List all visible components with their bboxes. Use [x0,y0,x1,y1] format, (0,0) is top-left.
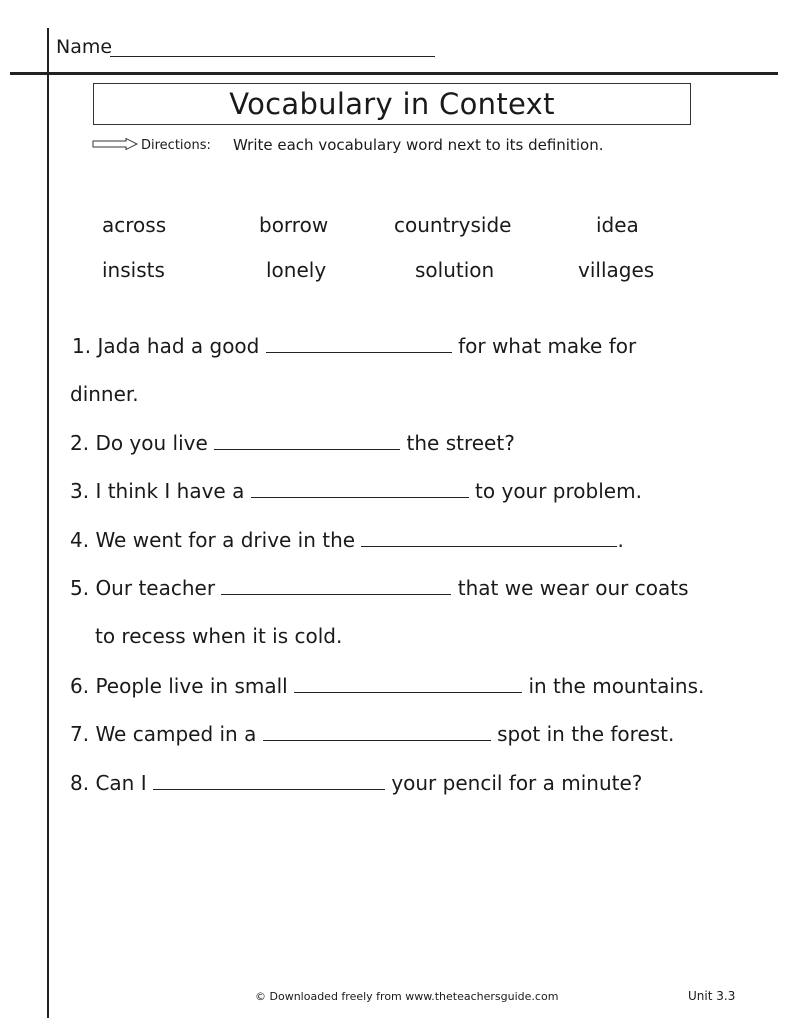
arrow-right-icon [92,138,138,150]
answer-blank[interactable] [361,528,617,547]
question-text: 3. I think I have a [70,479,245,503]
question-5 [70,576,689,600]
question-1 [72,334,636,358]
question-text: . [617,528,624,552]
footer-unit: Unit 3.3 [688,989,736,1003]
directions-label: Directions: [141,138,211,153]
question-text: 7. We camped in a [70,722,257,746]
question-7 [70,722,674,746]
answer-blank[interactable] [214,431,400,450]
question-text: the street? [406,431,515,455]
word-bank-item: countryside [394,213,512,237]
question-5-continuation: to recess when it is cold. [95,624,343,648]
question-2 [70,431,515,455]
word-bank-item: across [102,213,167,237]
question-3 [70,479,642,503]
answer-blank[interactable] [294,674,522,693]
question-text: your pencil for a minute? [391,771,643,795]
answer-blank[interactable] [251,479,469,498]
margin-line [47,28,49,1018]
question-text: 8. Can I [70,771,147,795]
question-text: that we wear our coats [457,576,689,600]
header-rule [10,72,778,75]
name-label: Name [56,36,113,58]
question-text: to your problem. [475,479,642,503]
answer-blank[interactable] [221,576,451,595]
answer-blank[interactable] [266,334,452,353]
question-text: for what make for [458,334,637,358]
answer-blank[interactable] [263,722,491,741]
question-6 [70,674,704,698]
question-text: 4. We went for a drive in the [70,528,356,552]
word-bank-item: insists [102,258,165,282]
word-bank-item: lonely [266,258,327,282]
name-blank [110,56,435,57]
word-bank-item: idea [596,213,639,237]
word-bank-item: borrow [259,213,329,237]
question-text: 2. Do you live [70,431,208,455]
question-text: in the mountains. [528,674,705,698]
word-bank-item: villages [578,258,655,282]
footer-credit: © Downloaded freely from www.theteachersguide.com [255,990,559,1003]
question-1-continuation: dinner. [70,382,139,406]
answer-blank[interactable] [153,771,385,790]
question-text: spot in the forest. [497,722,675,746]
question-text: 5. Our teacher [70,576,216,600]
question-text: 6. People live in small [70,674,288,698]
word-bank-item: solution [415,258,495,282]
page-title: Vocabulary in Context [229,87,555,121]
title-box [93,83,691,125]
question-4 [70,528,624,552]
question-text: 1. Jada had a good [72,334,260,358]
directions-text: Write each vocabulary word next to its definition. [233,136,604,154]
question-8 [70,771,642,795]
